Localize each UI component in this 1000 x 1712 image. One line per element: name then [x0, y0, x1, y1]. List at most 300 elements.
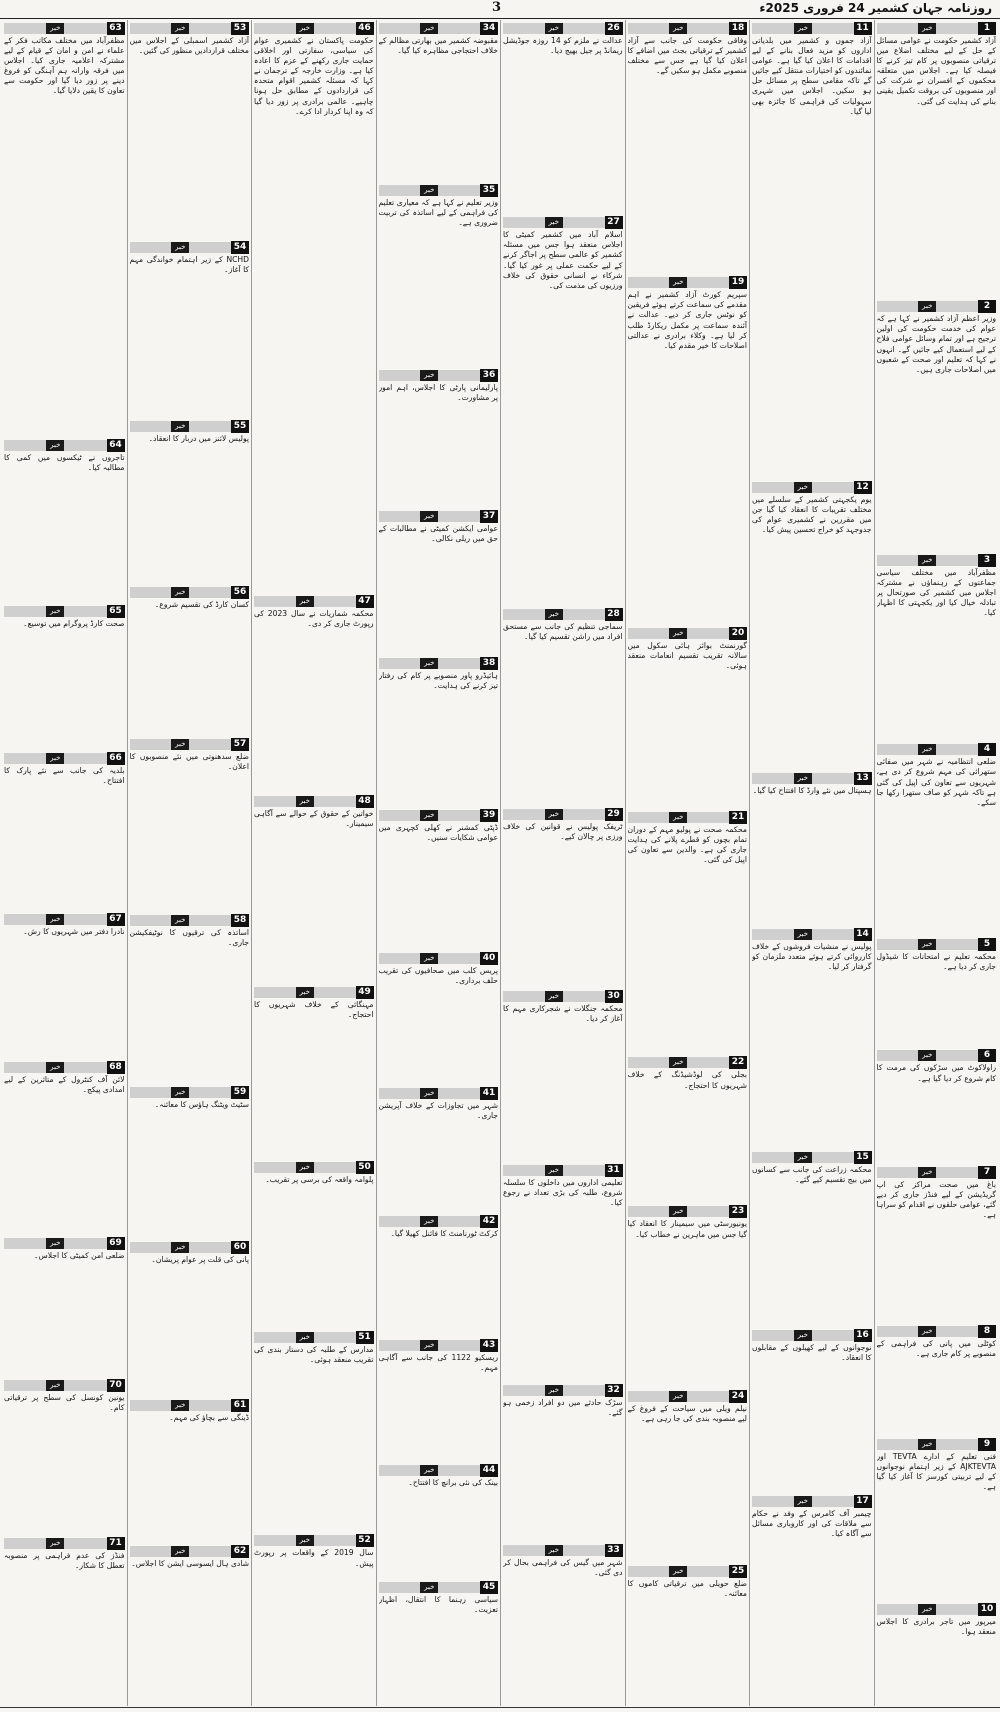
- news-item: [503, 1162, 623, 1382]
- news-item: [4, 750, 125, 911]
- news-item-number: 16: [854, 1329, 872, 1342]
- news-item-bar: [628, 1566, 730, 1577]
- news-item-bar: [130, 1400, 232, 1411]
- news-item-header: [628, 627, 748, 640]
- news-item-header: [877, 1325, 997, 1338]
- news-item: [4, 1059, 125, 1236]
- news-item-number: 5: [978, 938, 996, 951]
- news-item-header: [130, 420, 250, 433]
- news-item-tag: خبر: [918, 1050, 936, 1061]
- news-item-bar: [752, 773, 854, 784]
- news-item-number: 57: [231, 738, 249, 751]
- news-item-tag: خبر: [669, 1391, 687, 1402]
- news-item-body: سٹیٹ ویٹنگ ہاؤس کا معائنہ۔: [154, 1099, 249, 1109]
- news-item: [752, 1493, 872, 1706]
- news-item-tag: خبر: [794, 23, 812, 34]
- news-item-tag: خبر: [46, 1538, 64, 1549]
- news-item-number: 38: [480, 657, 498, 670]
- news-column: [749, 20, 874, 1706]
- news-item: [628, 20, 748, 274]
- news-item-header: [379, 510, 499, 523]
- news-item: [877, 1047, 997, 1163]
- news-item-body: ضلعی امن کمیٹی کا اجلاس۔: [34, 1251, 125, 1261]
- news-item-body: ڈپٹی کمشنر نے کھلی کچہری میں عوامی شکایات سنیں۔: [378, 822, 498, 842]
- news-item: [130, 1397, 250, 1544]
- news-item-bar: [628, 23, 730, 34]
- news-item-header: [503, 990, 623, 1003]
- news-item-number: 43: [480, 1339, 498, 1352]
- news-item-tag: خبر: [296, 1162, 314, 1173]
- news-item-body: آزاد جموں و کشمیر میں بلدیاتی اداروں کو مزید فعال بنانے کے لیے اقدامات کا اعلان کیا گیا ہے۔ عوامی نمائندوں کو اختیارات منتقل کیے جائیں گے تاکہ مقامی سطح پر مسائل حل ہو سکیں۔ اجلاس میں شہری سہولیات کی فراہمی کا جائزہ بھی لیا گیا۔: [752, 36, 872, 116]
- news-item-number: 60: [231, 1241, 249, 1254]
- news-item-bar: [628, 1206, 730, 1217]
- news-item-tag: خبر: [420, 370, 438, 381]
- news-item-number: 25: [729, 1565, 747, 1578]
- news-item-tag: خبر: [171, 421, 189, 432]
- news-item-tag: خبر: [46, 23, 64, 34]
- news-item-number: 10: [978, 1603, 996, 1616]
- news-item: [130, 912, 250, 1084]
- news-item-bar: [877, 23, 979, 34]
- news-item-number: 45: [480, 1581, 498, 1594]
- news-item-number: 7: [978, 1166, 996, 1179]
- news-item: [4, 20, 125, 437]
- news-item-number: 6: [978, 1049, 996, 1062]
- news-item-header: [503, 1544, 623, 1557]
- news-item-body: چیمبر آف کامرس کے وفد نے حکام سے ملاقات کی اور کاروباری مسائل سے آگاہ کیا۔: [752, 1508, 872, 1538]
- news-item: [130, 1084, 250, 1240]
- news-item-header: [254, 22, 374, 35]
- news-item-header: [130, 1545, 250, 1558]
- news-item-header: [379, 952, 499, 965]
- news-item-tag: خبر: [669, 1206, 687, 1217]
- news-item-bar: [503, 1385, 605, 1396]
- news-item-bar: [254, 23, 356, 34]
- news-item: [752, 1149, 872, 1327]
- news-item-number: 53: [231, 22, 249, 35]
- news-item-number: 48: [356, 795, 374, 808]
- news-item-header: [503, 1164, 623, 1177]
- news-item-tag: خبر: [545, 1385, 563, 1396]
- news-item-header: [628, 1205, 748, 1218]
- news-item-bar: [503, 609, 605, 620]
- news-item-body: محکمہ جنگلات نے شجرکاری مہم کا آغاز کر دیا۔: [503, 1004, 623, 1024]
- news-item-tag: خبر: [918, 555, 936, 566]
- news-item-number: 24: [729, 1390, 747, 1403]
- news-columns: [2, 20, 998, 1706]
- news-item-bar: [379, 1088, 481, 1099]
- news-item-bar: [130, 739, 232, 750]
- news-item-number: 1: [978, 22, 996, 35]
- news-item-body: نیلم ویلی میں سیاحت کے فروغ کے لیے منصوبہ بندی کی جا رہی ہے۔: [627, 1403, 747, 1423]
- masthead: [0, 0, 1000, 19]
- news-item-number: 11: [854, 22, 872, 35]
- news-item-bar: [130, 587, 232, 598]
- news-item-tag: خبر: [420, 1465, 438, 1476]
- news-item-tag: خبر: [794, 482, 812, 493]
- news-item-body: اساتذہ کی ترقیوں کا نوٹیفکیشن جاری۔: [129, 927, 249, 947]
- news-item-bar: [379, 810, 481, 821]
- news-item-header: [4, 752, 125, 765]
- news-column: [376, 20, 501, 1706]
- news-item-number: 51: [356, 1331, 374, 1344]
- news-item-bar: [379, 370, 481, 381]
- news-item-number: 39: [480, 809, 498, 822]
- news-item-body: پارلیمانی پارٹی کا اجلاس، اہم امور پر مشاورت۔: [378, 383, 498, 403]
- news-item-number: 49: [356, 986, 374, 999]
- news-item-bar: [877, 1604, 979, 1615]
- news-item-bar: [877, 1439, 979, 1450]
- news-item-body: فنڈز کی عدم فراہمی پر منصوبہ تعطل کا شکار۔: [4, 1550, 125, 1570]
- news-item-bar: [130, 1087, 232, 1098]
- news-item: [877, 1436, 997, 1601]
- news-item-number: 58: [231, 914, 249, 927]
- news-item-bar: [379, 658, 481, 669]
- news-item: [752, 1327, 872, 1493]
- news-item: [4, 603, 125, 749]
- news-item-tag: خبر: [296, 987, 314, 998]
- news-item-body: مہنگائی کے خلاف شہریوں کا احتجاج۔: [254, 999, 374, 1019]
- news-item-bar: [130, 1242, 232, 1253]
- news-item-header: [130, 914, 250, 927]
- news-item-number: 67: [107, 913, 125, 926]
- news-item-number: 65: [107, 605, 125, 618]
- news-item-header: [877, 1603, 997, 1616]
- news-item-number: 34: [480, 22, 498, 35]
- news-item-tag: خبر: [171, 587, 189, 598]
- bottom-rule: [0, 1707, 1000, 1708]
- news-item-body: سپریم کورٹ آزاد کشمیر نے اہم مقدمے کی سماعت کرتے ہوئے فریقین کو نوٹس جاری کر دیے۔ عدالت نے آئندہ سماعت پر مکمل ریکارڈ طلب کر لیا ہے۔ وکلاء برادری نے عدالتی اصلاحات کا خیر مقدم کیا۔: [627, 290, 747, 350]
- news-item-bar: [379, 1216, 481, 1227]
- news-item-tag: خبر: [918, 23, 936, 34]
- news-item: [628, 1563, 748, 1706]
- news-item-bar: [503, 217, 605, 228]
- news-item-body: ٹریفک پولیس نے قوانین کی خلاف ورزی پر چالان کیے۔: [503, 821, 623, 841]
- news-item-bar: [379, 1465, 481, 1476]
- news-item-header: [877, 1438, 997, 1451]
- news-item-body: مدارس کے طلبہ کی دستار بندی کی تقریب منعقد ہوئی۔: [254, 1344, 374, 1364]
- news-item-number: 20: [729, 627, 747, 640]
- news-item-header: [628, 811, 748, 824]
- news-item: [379, 1213, 499, 1337]
- news-item-tag: خبر: [420, 185, 438, 196]
- news-item: [752, 20, 872, 479]
- news-item-body: پلوامہ واقعہ کی برسی پر تقریب۔: [265, 1175, 374, 1185]
- news-item-bar: [4, 753, 107, 764]
- news-item: [752, 770, 872, 926]
- news-item-body: وزیر تعلیم نے کہا ہے کہ معیاری تعلیم کی فراہمی کے لیے اساتذہ کی تربیت ضروری ہے۔: [378, 197, 498, 227]
- news-item: [4, 911, 125, 1059]
- news-item-number: 2: [978, 300, 996, 313]
- news-item-number: 56: [231, 586, 249, 599]
- news-item: [379, 655, 499, 807]
- news-item: [379, 1337, 499, 1461]
- news-item-header: [130, 738, 250, 751]
- news-item: [254, 593, 374, 793]
- news-item-tag: خبر: [171, 915, 189, 926]
- news-item-header: [503, 608, 623, 621]
- news-item-body: پریس کلب میں صحافیوں کی تقریب حلف برداری۔: [378, 965, 498, 985]
- news-item-bar: [503, 1545, 605, 1556]
- news-item-body: محکمہ زراعت کی جانب سے کسانوں میں بیج تقسیم کیے گئے۔: [752, 1164, 872, 1184]
- news-item-header: [4, 1537, 125, 1550]
- news-item-header: [877, 743, 997, 756]
- issue-date: روزنامہ جہان کشمیر 24 فروری 2025ء: [759, 1, 992, 15]
- news-item: [379, 367, 499, 507]
- news-item: [4, 437, 125, 603]
- news-item-bar: [254, 796, 356, 807]
- news-item-bar: [877, 1050, 979, 1061]
- news-item-number: 29: [605, 808, 623, 821]
- news-item-tag: خبر: [918, 1167, 936, 1178]
- news-item-header: [130, 1241, 250, 1254]
- page-number: 3: [492, 0, 502, 15]
- news-item: [752, 926, 872, 1149]
- news-item-body: محکمہ صحت نے پولیو مہم کے دوران تمام بچوں کو قطرے پلانے کی ہدایت جاری کی ہے۔ والدین سے تعاون کی اپیل کی گئی۔: [627, 824, 747, 865]
- news-item-tag: خبر: [171, 1400, 189, 1411]
- news-column: [874, 20, 999, 1706]
- news-item-header: [379, 1581, 499, 1594]
- news-item-header: [752, 481, 872, 494]
- news-item: [503, 1542, 623, 1706]
- news-item-body: وفاقی حکومت کی جانب سے آزاد کشمیر کے ترقیاتی بجٹ میں اضافے کا اعلان کیا گیا ہے جس سے مختلف منصوبے مکمل ہو سکیں گے۔: [627, 36, 747, 76]
- news-item-number: 18: [729, 22, 747, 35]
- news-item-bar: [877, 301, 979, 312]
- news-item-body: لائن آف کنٹرول کے متاثرین کے لیے امدادی پیکج۔: [4, 1074, 125, 1094]
- news-item-header: [877, 1166, 997, 1179]
- news-item-bar: [503, 23, 605, 34]
- news-item-bar: [379, 185, 481, 196]
- news-item-bar: [4, 23, 107, 34]
- news-item-tag: خبر: [171, 1087, 189, 1098]
- news-item-tag: خبر: [794, 929, 812, 940]
- news-item-number: 50: [356, 1161, 374, 1174]
- news-item-header: [877, 938, 997, 951]
- news-item-tag: خبر: [918, 1604, 936, 1615]
- news-item-tag: خبر: [46, 914, 64, 925]
- news-item-body: ہسپتال میں نئے وارڈ کا افتتاح کیا گیا۔: [752, 785, 872, 795]
- news-item-bar: [503, 809, 605, 820]
- news-item-body: بجلی کی لوڈشیڈنگ کے خلاف شہریوں کا احتجاج۔: [627, 1070, 747, 1090]
- news-item-tag: خبر: [420, 658, 438, 669]
- news-item-number: 22: [729, 1056, 747, 1069]
- news-item-header: [628, 1565, 748, 1578]
- news-item-tag: خبر: [545, 1165, 563, 1176]
- news-item-number: 66: [107, 752, 125, 765]
- news-item: [130, 736, 250, 911]
- news-item: [628, 274, 748, 625]
- news-item: [130, 20, 250, 239]
- news-item-body: مقبوضہ کشمیر میں بھارتی مظالم کے خلاف احتجاجی مظاہرہ کیا گیا۔: [378, 36, 498, 56]
- news-item-number: 23: [729, 1205, 747, 1218]
- news-item: [254, 793, 374, 983]
- news-item-body: پانی کی قلت پر عوام پریشان۔: [151, 1255, 249, 1265]
- news-item-bar: [877, 1326, 979, 1337]
- news-item: [877, 1323, 997, 1436]
- news-item-header: [503, 216, 623, 229]
- news-item-bar: [4, 1062, 107, 1073]
- news-column: [127, 20, 252, 1706]
- news-item-body: شادی ہال ایسوسی ایشن کا اجلاس۔: [131, 1559, 249, 1569]
- news-item-tag: خبر: [918, 1326, 936, 1337]
- news-column: [2, 20, 127, 1706]
- news-item-header: [130, 22, 250, 35]
- news-item: [130, 418, 250, 584]
- news-item-number: 3: [978, 554, 996, 567]
- news-item: [503, 20, 623, 214]
- news-item-tag: خبر: [420, 1088, 438, 1099]
- news-item-number: 46: [356, 22, 374, 35]
- news-item-bar: [379, 511, 481, 522]
- news-item-tag: خبر: [46, 440, 64, 451]
- news-item-number: 26: [605, 22, 623, 35]
- news-item-bar: [379, 1340, 481, 1351]
- news-item-header: [503, 1384, 623, 1397]
- news-item-number: 41: [480, 1087, 498, 1100]
- news-item-body: کرکٹ ٹورنامنٹ کا فائنل کھیلا گیا۔: [390, 1229, 498, 1239]
- news-item-header: [254, 1331, 374, 1344]
- news-item: [130, 239, 250, 418]
- news-item-tag: خبر: [545, 609, 563, 620]
- news-item-header: [254, 1161, 374, 1174]
- news-item-body: سڑک حادثے میں دو افراد زخمی ہو گئے۔: [503, 1397, 623, 1417]
- news-item-header: [628, 1390, 748, 1403]
- news-item-number: 13: [854, 772, 872, 785]
- news-item: [4, 1377, 125, 1535]
- news-item-body: شہر میں گیس کی فراہمی بحال کر دی گئی۔: [503, 1558, 623, 1578]
- news-item-tag: خبر: [545, 23, 563, 34]
- news-item-body: یونین کونسل کی سطح پر ترقیاتی کام۔: [4, 1392, 125, 1412]
- news-item-bar: [254, 987, 356, 998]
- news-item-bar: [4, 440, 107, 451]
- news-item-header: [752, 928, 872, 941]
- news-item: [752, 479, 872, 770]
- news-item-body: محکمہ تعلیم نے امتحانات کا شیڈول جاری کر دیا ہے۔: [876, 952, 996, 972]
- news-item-bar: [752, 1496, 854, 1507]
- news-item-tag: خبر: [545, 809, 563, 820]
- news-item-body: ضلعی انتظامیہ نے شہر میں صفائی ستھرائی کی مہم شروع کر دی ہے، شہریوں سے تعاون کی اپیل کی گئی ہے تاکہ شہر کو صاف ستھرا رکھا جا سکے۔: [876, 757, 996, 807]
- news-item-header: [628, 276, 748, 289]
- news-item-bar: [130, 242, 232, 253]
- news-item-number: 17: [854, 1495, 872, 1508]
- news-item-body: فنی تعلیم کے ادارے TEVTA اور AJKTEVTA کے زیر اہتمام نوجوانوں کے لیے تربیتی کورسز کا آغاز کیا گیا ہے۔: [876, 1451, 996, 1492]
- news-item-bar: [130, 915, 232, 926]
- news-item-number: 14: [854, 928, 872, 941]
- news-item-body: ضلع سدھنوتی میں نئے منصوبوں کا اعلان۔: [129, 752, 249, 772]
- news-item: [254, 984, 374, 1159]
- news-item-body: NCHD کے زیر اہتمام خواندگی مہم کا آغاز۔: [129, 254, 249, 274]
- news-item-tag: خبر: [46, 606, 64, 617]
- news-item-bar: [752, 929, 854, 940]
- news-item-tag: خبر: [46, 1380, 64, 1391]
- news-item-body: یوم یکجہتی کشمیر کے سلسلے میں مختلف تقریبات کا انعقاد کیا گیا جن میں مقررین نے کشمیری عوام کی جدوجہد کو خراج تحسین پیش کیا۔: [752, 494, 872, 534]
- news-item-number: 69: [107, 1237, 125, 1250]
- news-item-tag: خبر: [296, 1332, 314, 1343]
- news-item: [877, 1164, 997, 1323]
- news-item-tag: خبر: [669, 277, 687, 288]
- news-item-header: [4, 1237, 125, 1250]
- news-item-tag: خبر: [918, 1439, 936, 1450]
- news-item-bar: [503, 991, 605, 1002]
- news-item: [379, 1085, 499, 1213]
- news-item-bar: [628, 628, 730, 639]
- news-item-number: 55: [231, 420, 249, 433]
- news-item-tag: خبر: [420, 1340, 438, 1351]
- news-item-bar: [877, 555, 979, 566]
- news-item-bar: [628, 277, 730, 288]
- news-item-number: 28: [605, 608, 623, 621]
- news-item-body: بینک کی نئی برانچ کا افتتاح۔: [408, 1477, 498, 1487]
- news-item-header: [379, 657, 499, 670]
- news-item: [379, 508, 499, 655]
- news-item-number: 68: [107, 1061, 125, 1074]
- news-item-bar: [503, 1165, 605, 1176]
- news-item-body: مظفرآباد میں مختلف سیاسی جماعتوں کے رہنماؤں نے مشترکہ اجلاس میں کشمیر کی صورتحال پر تبادلہ خیال کیا اور یکجہتی کا اظہار کیا۔: [876, 567, 996, 618]
- news-item-bar: [4, 1538, 107, 1549]
- news-item-header: [130, 241, 250, 254]
- news-item-header: [4, 1061, 125, 1074]
- news-item-tag: خبر: [794, 1496, 812, 1507]
- news-item-header: [877, 1049, 997, 1062]
- news-item-body: نوجوانوں کے لیے کھیلوں کے مقابلوں کا انعقاد۔: [752, 1343, 872, 1363]
- news-item: [503, 806, 623, 988]
- news-item-bar: [254, 1332, 356, 1343]
- news-item: [628, 1203, 748, 1387]
- news-item-bar: [628, 812, 730, 823]
- news-item-body: پولیس لائنز میں دربار کا انعقاد۔: [148, 433, 249, 443]
- news-item-body: آزاد کشمیر حکومت نے عوامی مسائل کے حل کے لیے مختلف اضلاع میں ترقیاتی منصوبوں پر کام تیز کرنے کا فیصلہ کیا ہے۔ اجلاس میں متعلقہ محکموں کے افسران نے شرکت کی اور منصوبوں کی بروقت تکمیل یقینی بنانے کی ہدایت کی گئی۔: [876, 36, 996, 106]
- news-item-number: 40: [480, 952, 498, 965]
- news-item-tag: خبر: [420, 810, 438, 821]
- news-item: [130, 584, 250, 736]
- news-item-bar: [130, 421, 232, 432]
- news-item-body: ریسکیو 1122 کی جانب سے آگاہی مہم۔: [378, 1353, 498, 1373]
- news-item-header: [379, 22, 499, 35]
- news-item-number: 44: [480, 1464, 498, 1477]
- news-item-tag: خبر: [918, 744, 936, 755]
- news-item-number: 54: [231, 241, 249, 254]
- news-item-tag: خبر: [171, 242, 189, 253]
- news-item-body: شہر میں تجاوزات کے خلاف آپریشن جاری۔: [378, 1100, 498, 1120]
- news-item-number: 12: [854, 481, 872, 494]
- news-item-header: [254, 986, 374, 999]
- news-item-tag: خبر: [296, 596, 314, 607]
- news-item: [877, 552, 997, 742]
- news-item-body: تاجروں نے ٹیکسوں میں کمی کا مطالبہ کیا۔: [4, 452, 125, 472]
- news-item-tag: خبر: [669, 628, 687, 639]
- news-item-tag: خبر: [171, 1546, 189, 1557]
- news-item-number: 70: [107, 1379, 125, 1392]
- news-item: [877, 1601, 997, 1706]
- news-item-number: 71: [107, 1537, 125, 1550]
- news-item-body: سال 2019 کے واقعات پر رپورٹ پیش۔: [254, 1548, 374, 1568]
- news-item-body: آزاد کشمیر اسمبلی کے اجلاس میں مختلف قراردادیں منظور کی گئیں۔: [129, 36, 249, 56]
- news-item: [254, 1329, 374, 1533]
- news-item: [628, 1388, 748, 1563]
- news-item-tag: خبر: [918, 939, 936, 950]
- news-item-tag: خبر: [545, 991, 563, 1002]
- news-item-header: [379, 1087, 499, 1100]
- news-item-bar: [628, 1391, 730, 1402]
- news-item-body: ہائیڈرو پاور منصوبے پر کام کی رفتار تیز کرنے کی ہدایت۔: [378, 670, 498, 690]
- news-item: [130, 1543, 250, 1706]
- news-item-bar: [628, 1057, 730, 1068]
- news-item-number: 19: [729, 276, 747, 289]
- news-item-header: [379, 1464, 499, 1477]
- news-item: [877, 741, 997, 936]
- news-item-bar: [379, 1582, 481, 1593]
- news-item-header: [379, 369, 499, 382]
